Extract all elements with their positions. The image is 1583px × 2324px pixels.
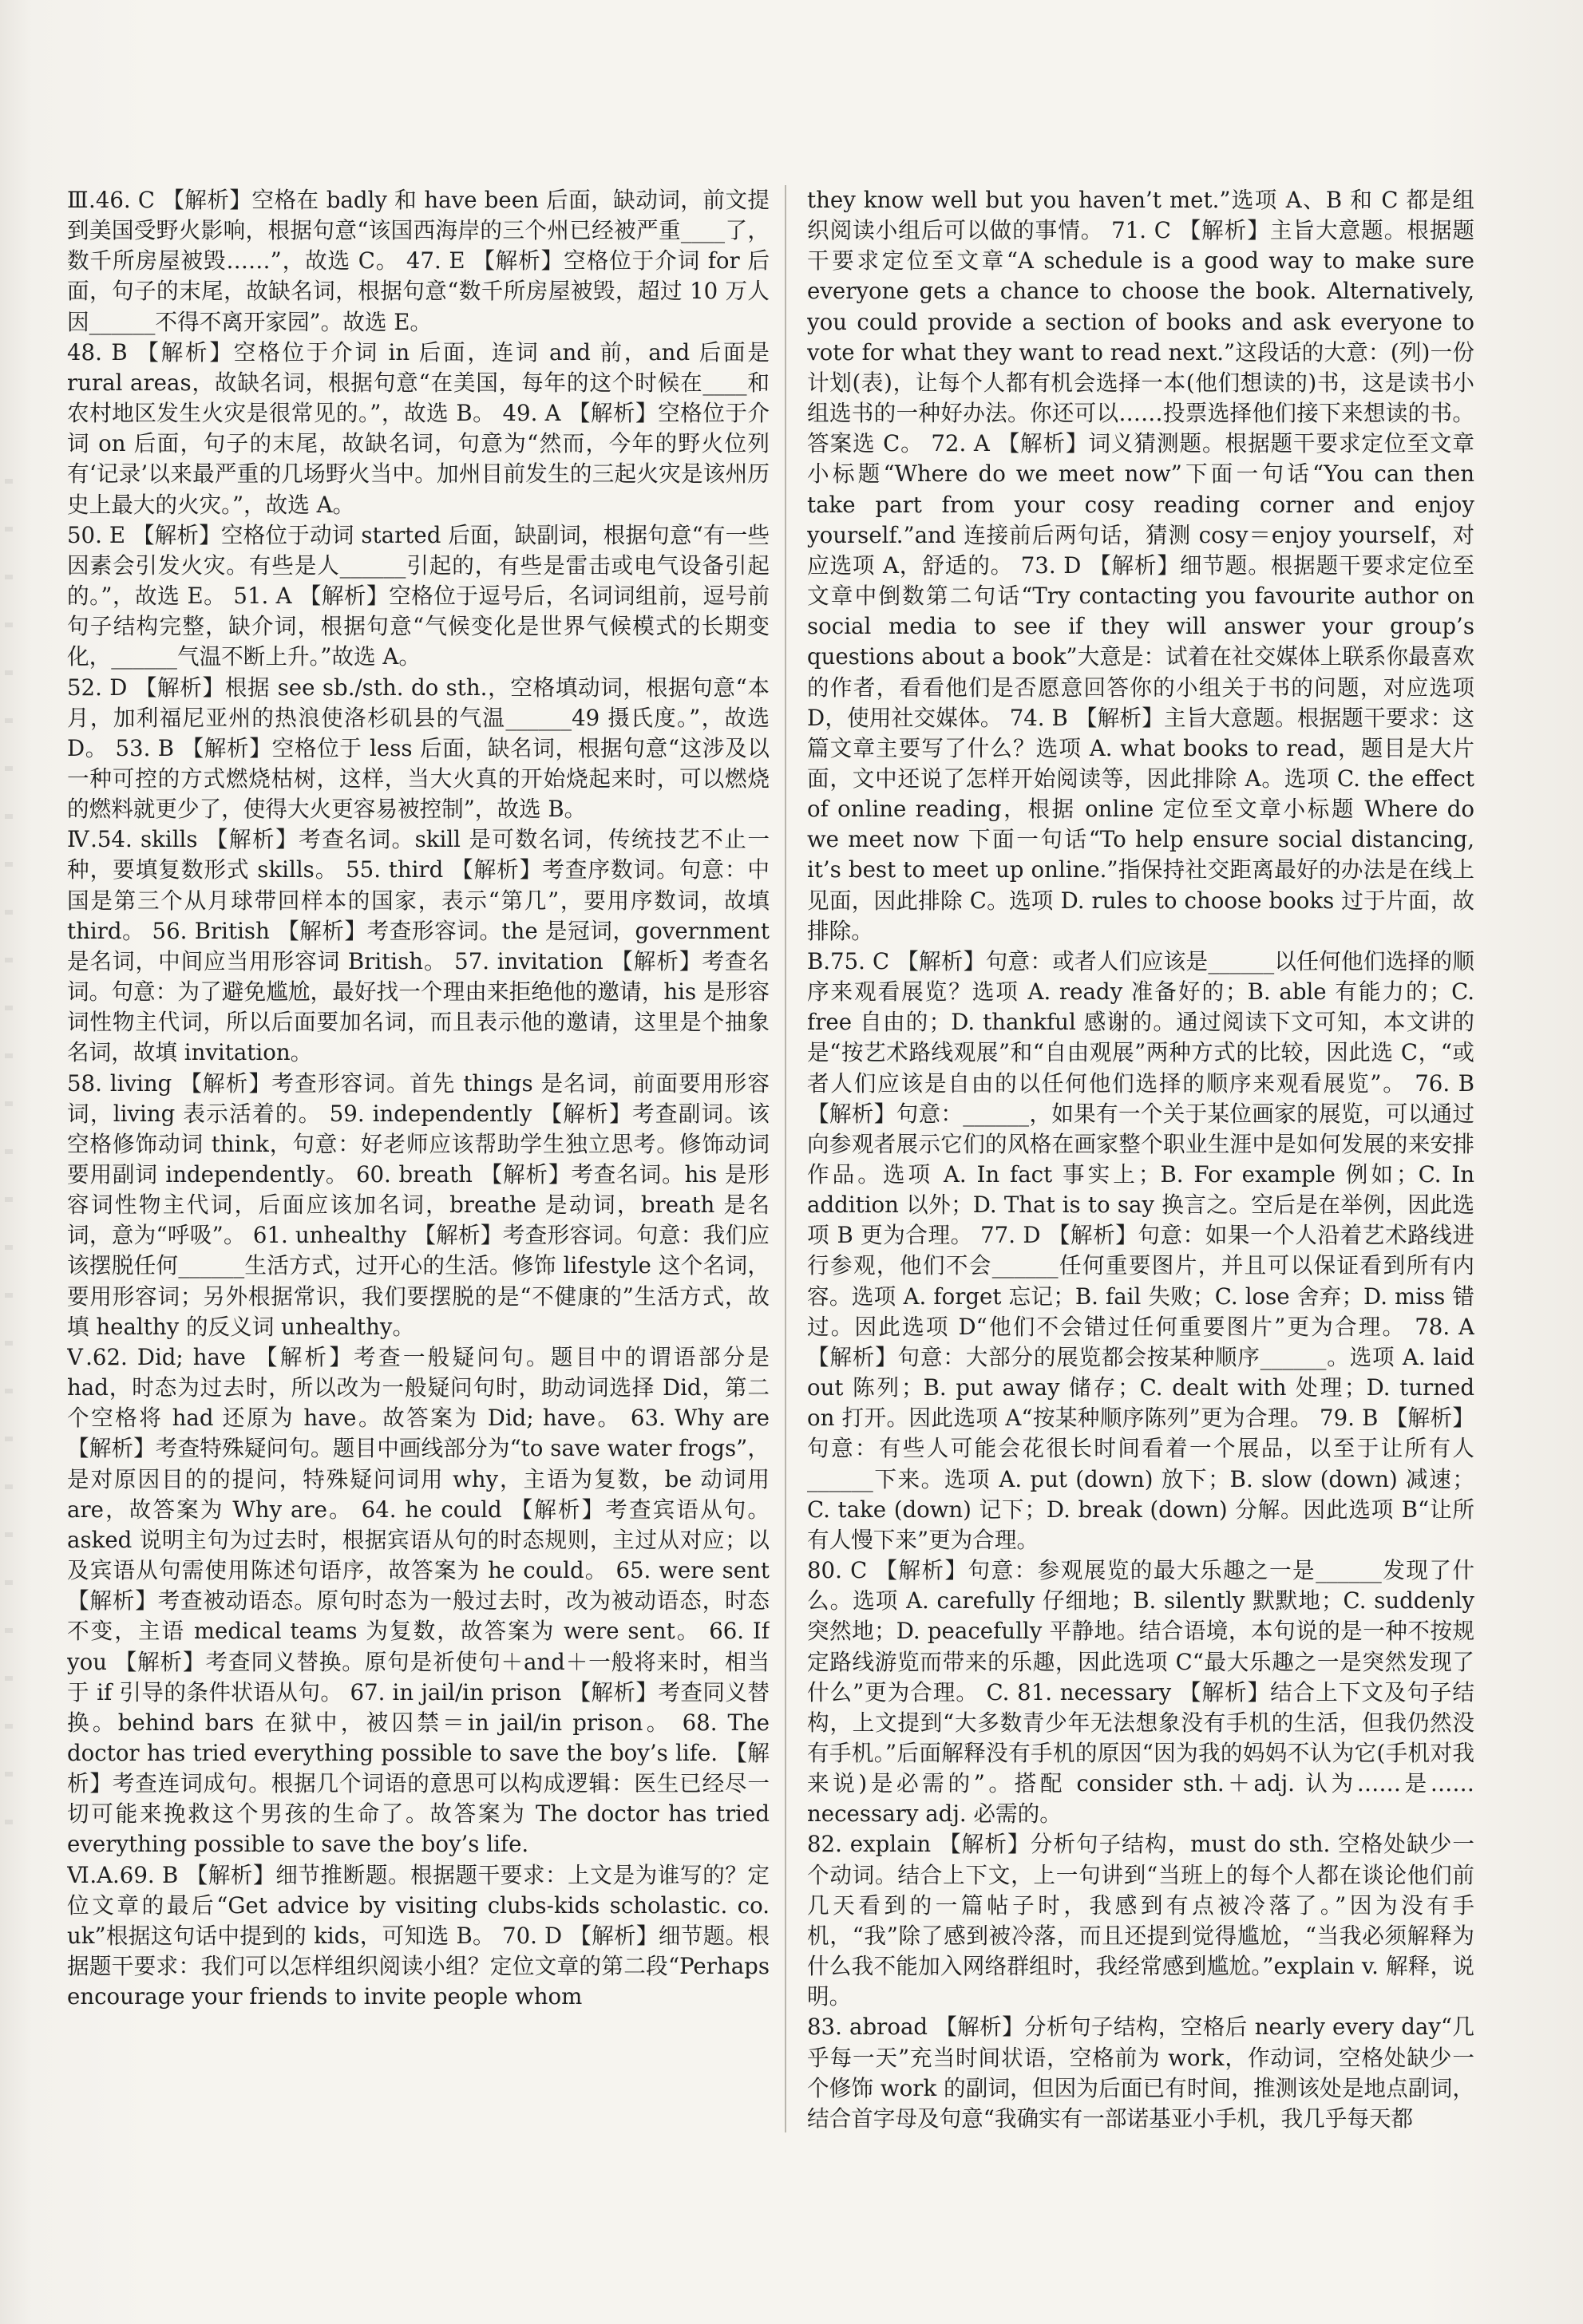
paragraph-section4-54-57: Ⅳ.54. skills 【解析】考查名词。skill 是可数名词，传统技艺不止一种，要填复数形式 skills。 55. third 【解析】考查序数词。句意：中国是第三个从月球带回样本的国家，表示“第几”，要用序数词，故填 third。 56. British 【解析】考查形容词。the 是冠词，government 是名词，中间应当用形容词 British。 57. invitation 【解析】考查名词。句意：为了避免尴尬，最好找一个理由来拒绝他的邀请，his 是形容词性物主代词，所以后面要加名词，而且表示他的邀请，这里是个抽象名词，故填 invitation。 (67, 826, 770, 1066)
paragraph-80-81: 80. C 【解析】句意：参观展览的最大乐趣之一是______发现了什么。选项 A. carefully 仔细地；B. silently 默默地；C. suddenly 突然地；D. peacefully 平静地。结合语境，本句说的是一种不按规定路线游览而带来的乐趣，因此选项 C“最大乐趣之一是突然发现了什么”更为合理。 C. 81. necessary 【解析】结合上下文及句子结构，上文提到“大多数青少年无法想象没有手机的生活，但我仍然没有手机。”后面解释没有手机的原因“因为我的妈妈不认为它(手机对我来说)是必需的”。搭配 consider sth.＋adj. 认为……是……necessary adj. 必需的。 (807, 1557, 1474, 1828)
paragraph-48-49: 48. B 【解析】空格位于介词 in 后面，连词 and 前，and 后面是 rural areas，故缺名词，根据句意“在美国，每年的这个时候在____和农村地区发生火灾是很常见的。”，故选 B。 49. A 【解析】空格位于介词 on 后面，句子的末尾，故缺名词，句意为“然而，今年的野火位列有‘记录’以来最严重的几场野火当中。加州目前发生的三起火灾是该州历史上最大的火灾。”，故选 A。 (67, 338, 770, 518)
column-divider (785, 185, 786, 2132)
paragraph-52-53: 52. D 【解析】根据 see sb./sth. do sth.，空格填动词，根据句意“本月，加利福尼亚州的热浪使洛杉矶县的气温______49 摄氏度。”，故选 D。 53. B 【解析】空格位于 less 后面，缺名词，根据句意“这涉及以一种可控的方式燃烧枯树，这样，当大火真的开始烧起来时，可以燃烧的燃料就更少了，使得大火更容易被控制”，故选 B。 (67, 674, 770, 823)
left-column (67, 185, 770, 2132)
paragraph-70-74: they know well but you haven’t met.”选项 A、B 和 C 都是组织阅读小组后可以做的事情。 71. C 【解析】主旨大意题。根据题干要求定位至文章“A schedule is a good way to make sure everyone gets a chance to choose the book. Alternatively, you could provide a section of books and ask everyone to vote for what they want to read next.”这段话的大意：(列)一份计划(表)，让每个人都有机会选择一本(他们想读的)书，这是读书小组选书的一种好办法。你还可以……投票选择他们接下来想读的书。答案选 C。 72. A 【解析】词义猜测题。根据题干要求定位至文章小标题“Where do we meet now”下面一句话“You can then take part from your cosy reading corner and enjoy yourself.”and 连接前后两句话，猜测 cosy＝enjoy yourself，对应选项 A，舒适的。 73. D 【解析】细节题。根据题干要求定位至文章中倒数第二句话“Try contacting you favourite author on social media to see if they will answer your group’s questions about a book”大意是：试着在社交媒体上联系你最喜欢的作者，看看他们是否愿意回答你的小组关于书的问题，对应选项 D，使用社交媒体。 74. B 【解析】主旨大意题。根据题干要求：这篇文章主要写了什么？选项 A. what books to read，题目是大片面，文中还说了怎样开始阅读等，因此排除 A。选项 C. the effect of online reading，根据 online 定位至文章小标题 Where do we meet now 下面一句话“To help ensure social distancing, it’s best to meet up online.”指保持社交距离最好的办法是在线上见面，因此排除 C。选项 D. rules to choose books 过于片面，故排除。 (807, 187, 1474, 944)
paragraph-58-61: 58. living 【解析】考查形容词。首先 things 是名词，前面要用形容词，living 表示活着的。 59. independently 【解析】考查副词。该空格修饰动词 think，句意：好老师应该帮助学生独立思考。修饰动词要用副词 independently。 60. breath 【解析】考查名词。his 是形容词性物主代词，后面应该加名词，breathe 是动词，breath 是名词，意为“呼吸”。 61. unhealthy 【解析】考查形容词。句意：我们应该摆脱任何______生活方式，过开心的生活。修饰 lifestyle 这个名词，要用形容词；另外根据常识，我们要摆脱的是“不健康的”生活方式，故填 healthy 的反义词 unhealthy。 (67, 1069, 770, 1340)
paragraph-b-75-79: B.75. C 【解析】句意：或者人们应该是______以任何他们选择的顺序来观看展览？选项 A. ready 准备好的；B. able 有能力的；C. free 自由的；D. thankful 感谢的。通过阅读下文可知，本文讲的是“按艺术路线观展”和“自由观展”两种方式的比较，因此选 C，“或者人们应该是自由的以任何他们选择的顺序来观看展览”。 76. B 【解析】句意：______，如果有一个关于某位画家的展览，可以通过向参观者展示它们的风格在画家整个职业生涯中是如何发展的来安排作品。选项 A. In fact 事实上；B. For example 例如；C. In addition 以外；D. That is to say 换言之。空后是在举例，因此选项 B 更为合理。 77. D 【解析】句意：如果一个人沿着艺术路线进行参观，他们不会______任何重要图片，并且可以保证看到所有内容。选项 A. forget 忘记；B. fail 失败；C. lose 舍弃；D. miss 错过。因此选项 D“他们不会错过任何重要图片”更为合理。 78. A 【解析】句意：大部分的展览都会按某种顺序______。选项 A. laid out 陈列；B. put away 储存；C. dealt with 处理；D. turned on 打开。因此选项 A“按某种顺序陈列”更为合理。 79. B 【解析】句意：有些人可能会花很长时间看着一个展品，以至于让所有人______下来。选项 A. put (down) 放下；B. slow (down) 减速；C. take (down) 记下；D. break (down) 分解。因此选项 B“让所有人慢下来”更为合理。 (807, 947, 1474, 1553)
paragraph-section5-62-68: Ⅴ.62. Did; have 【解析】考查一般疑问句。题目中的谓语部分是 had，时态为过去时，所以改为一般疑问句时，助动词选择 Did，第二个空格将 had 还原为 have。故答案为 Did; have。 63. Why are 【解析】考查特殊疑问句。题目中画线部分为“to save water frogs”，是对原因目的的提问，特殊疑问词用 why，主语为复数，be 动词用 are，故答案为 Why are。 64. he could 【解析】考查宾语从句。asked 说明主句为过去时，根据宾语从句的时态规则，主过从对应；以及宾语从句需使用陈述句语序，故答案为 he could。 65. were sent 【解析】考查被动语态。原句时态为一般过去时，改为被动语态，时态不变，主语 medical teams 为复数，故答案为 were sent。 66. If you 【解析】考查同义替换。原句是祈使句＋and＋一般将来时，相当于 if 引导的条件状语从句。 67. in jail/in prison 【解析】考查同义替换。behind bars 在狱中，被囚禁＝in jail/in prison。 68. The doctor has tried everything possible to save the boy’s life. 【解析】考查连词成句。根据几个词语的意思可以构成逻辑：医生已经尽一切可能来挽救这个男孩的生命了。故答案为 The doctor has tried everything possible to save the boy’s life. (67, 1343, 770, 1858)
paragraph-83: 83. abroad 【解析】分析句子结构，空格后 nearly every day“几乎每一天”充当时间状语，空格前为 work，作动词，空格处缺少一个修饰 work 的副词，但因为后面已有时间，推测该处是地点副词，结合首字母及句意“我确实有一部诺基亚小手机，我几乎每天都 (807, 2014, 1474, 2132)
paragraph-82: 82. explain 【解析】分析句子结构，must do sth. 空格处缺少一个动词。结合上下文，上一句讲到“当班上的每个人都在谈论他们前几天看到的一篇帖子时，我感到有点被冷落了。”因为没有手机，“我”除了感到被冷落，而且还提到觉得尴尬，“当我必须解释为什么我不能加入网络群组时，我经常感到尴尬。”explain v. 解释，说明。 (807, 1831, 1474, 2010)
paragraph-section6-69-70: Ⅵ.A.69. B 【解析】细节推断题。根据题干要求：上文是为谁写的？定位文章的最后“Get advice by visiting clubs-kids scholastic. co. uk”根据这句话中提到的 kids，可知选 B。 70. D 【解析】细节题。根据题干要求：我们可以怎样组织阅读小组？定位文章的第二段“Perhaps encourage your friends to invite people whom (67, 1861, 770, 2010)
right-column (807, 185, 1474, 2132)
paragraph-section3-46-47: Ⅲ.46. C 【解析】空格在 badly 和 have been 后面，缺动词，前文提到美国受野火影响，根据句意“该国西海岸的三个州已经被严重____了，数千所房屋被毁……”，故选 C。 47. E 【解析】空格位于介词 for 后面，句子的末尾，故缺名词，根据句意“数千所房屋被毁，超过 10 万人因______不得不离开家园”。故选 E。 (67, 187, 770, 335)
paragraph-50-51: 50. E 【解析】空格位于动词 started 后面，缺副词，根据句意“有一些因素会引发火灾。有些是人______引起的，有些是雷击或电气设备引起的。”，故选 E。 51. A 【解析】空格位于逗号后，名词词组前，逗号前句子结构完整，缺介词，根据句意“气候变化是世界气候模式的长期变化，______气温不断上升。”故选 A。 (67, 521, 770, 670)
binding-shadow (5, 479, 13, 1836)
